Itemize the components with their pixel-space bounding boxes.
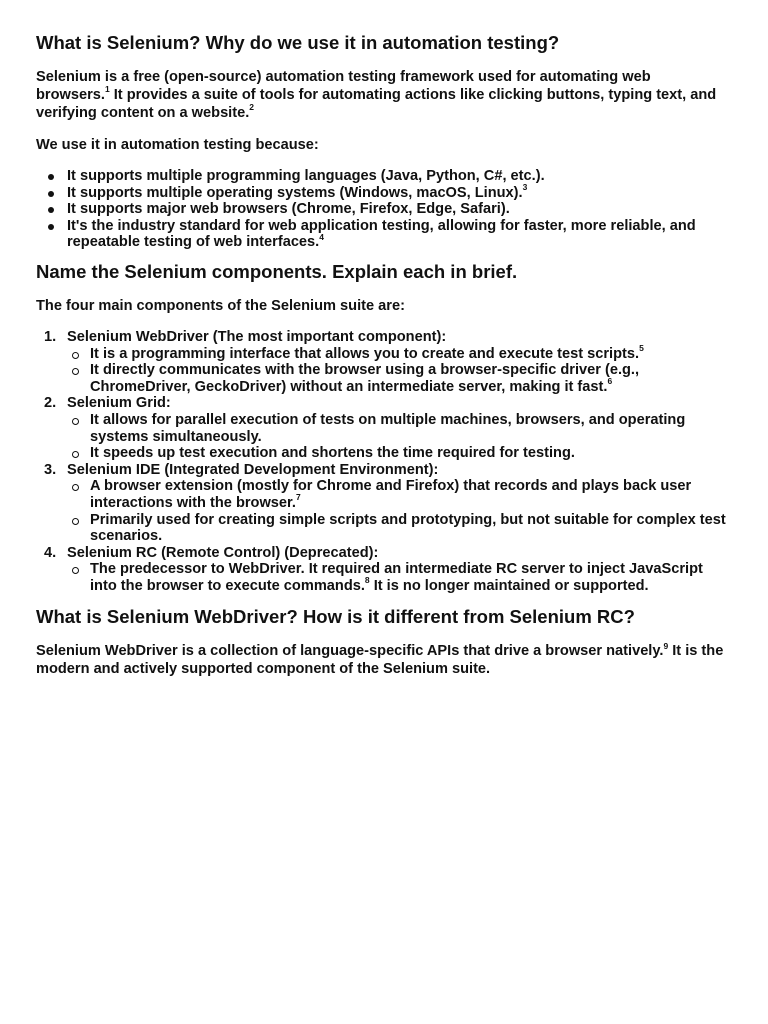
footnote-marker[interactable]: 5 [639,342,644,353]
list-item-text: It allows for parallel execution of tests on multiple machines, browsers, and operating systems simultaneously. [90,411,686,445]
footnote-marker[interactable]: 9 [663,640,669,651]
bullet-icon [48,191,54,197]
list-item [67,342,728,363]
component-item-webdriver [36,329,728,395]
components-lead-paragraph: The four main components of the Selenium suite are: [36,297,405,314]
list-item-text: It supports multiple programming languages (Java, Python, C#, etc.). [67,168,545,184]
list-item [67,445,728,462]
footnote-marker[interactable]: 4 [319,231,324,242]
footnote-marker[interactable]: 2 [249,102,255,113]
components-list [36,329,728,595]
bullet-icon [48,224,54,230]
paragraph-text: Selenium is a free (open-source) automation testing framework used for automating web browsers. [36,69,651,103]
circle-bullet-icon [72,451,79,458]
list-item-text: It is a programming interface that allows you to create and execute test scripts. [90,345,640,362]
footnote-marker[interactable]: 8 [364,575,370,586]
paragraph-text: It provides a suite of tools for automating actions like clicking buttons, typing text, and verifying content on a website. [36,87,717,121]
list-item [67,512,728,545]
reasons-lead-paragraph: We use it in automation testing because: [36,137,319,153]
list-item [67,362,728,395]
selenium-definition-paragraph [36,68,728,122]
list-item [36,168,728,185]
list-item-text: Primarily used for creating simple scripts and prototyping, but not suitable for complex test scenarios. [90,511,726,545]
bullet-icon [48,207,54,213]
circle-bullet-icon [72,352,79,359]
list-number: 4. [44,544,57,561]
footnote-marker[interactable]: 3 [522,181,528,192]
list-item-text: It's the industry standard for web application testing, allowing for faster, more reliable, and repeatable testing of web interfaces. [67,217,696,251]
webdriver-definition-paragraph [36,642,728,678]
list-item-text: The predecessor to WebDriver. It required an intermediate RC server to inject JavaScript into the browser to execute commands. [90,561,703,594]
section-heading-selenium-components: Name the Selenium components. Explain each in brief. [36,260,518,282]
component-details [67,342,728,396]
component-title: Selenium WebDriver (The most important component): [67,328,447,345]
section-heading-what-is-selenium: What is Selenium? Why do we use it in automation testing? [36,32,560,53]
footnote-marker[interactable]: 6 [607,375,613,386]
list-number: 1. [44,328,57,345]
footnote-marker[interactable]: 1 [104,84,110,95]
paragraph-text: It is the modern and actively supported component of the Selenium suite. [36,643,724,678]
circle-bullet-icon [72,484,79,491]
list-number: 3. [44,461,57,478]
reasons-list [36,168,728,251]
section-heading-webdriver-vs-rc: What is Selenium WebDriver? How is it different from Selenium RC? [36,606,635,628]
list-number: 2. [44,395,57,412]
circle-bullet-icon [72,518,79,525]
circle-bullet-icon [72,418,79,425]
component-item-ide [36,462,728,545]
list-item-text: It directly communicates with the browser using a browser-specific driver (e.g., ChromeDriver, GeckoDriver) without an intermediate server, making it fast. [90,362,640,395]
circle-bullet-icon [72,368,79,375]
component-details [67,478,728,544]
component-details [67,561,728,594]
component-title: Selenium Grid: [67,395,171,412]
component-title: Selenium RC (Remote Control) (Deprecated): [67,544,379,561]
list-item [36,201,728,218]
list-item-text: It is no longer maintained or supported. [369,577,649,594]
footnote-marker[interactable]: 7 [295,492,301,503]
list-item [36,181,728,202]
bullet-icon [48,174,54,180]
component-title: Selenium IDE (Integrated Development Environment): [67,461,439,478]
component-item-grid [36,395,728,461]
list-item-text: A browser extension (mostly for Chrome and Firefox) that records and plays back user interactions with the browser. [90,478,692,511]
list-item [67,478,728,511]
component-item-rc [36,545,728,595]
list-item [67,412,728,445]
circle-bullet-icon [72,567,79,574]
list-item-text: It speeds up test execution and shortens the time required for testing. [90,445,575,462]
component-details [67,412,728,462]
list-item-text: It supports multiple operating systems (Windows, macOS, Linux). [67,184,523,201]
list-item [67,561,728,594]
paragraph-text: Selenium WebDriver is a collection of language-specific APIs that drive a browser natively. [36,643,664,660]
list-item-text: It supports major web browsers (Chrome, Firefox, Edge, Safari). [67,201,510,218]
list-item [36,218,728,251]
